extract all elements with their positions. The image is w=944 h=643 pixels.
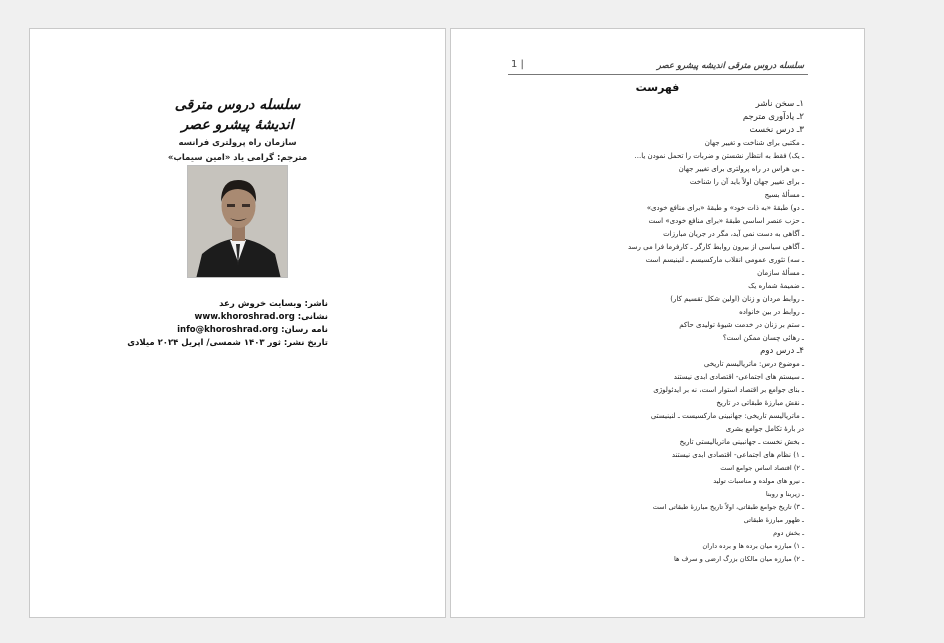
cover-page — [29, 28, 446, 618]
table-of-contents — [494, 98, 804, 566]
toc-item[interactable]: ۳ـ درس نخست — [749, 125, 804, 135]
publication-date: تاریخ نشر: ثور ۱۴۰۳ شمسی/ اپریل ۲۰۲۴ میلادی — [127, 338, 328, 348]
cover-translator: مترجم: گرامی یاد «امین سیماب» — [167, 153, 308, 163]
header-divider — [508, 74, 808, 75]
toc-item[interactable]: ـ زیربنا و روبنا — [765, 490, 804, 498]
toc-item[interactable]: ـ دو) طبقهٔ «به ذات خود» و طبقهٔ «برای منافع خودی» — [646, 204, 804, 212]
cover-organization: سازمان راه پرولتری فرانسه — [178, 138, 297, 148]
toc-item[interactable]: ـ مکتبی برای شناخت و تغییر جهان — [704, 139, 804, 147]
toc-item[interactable]: ـ مسألهٔ بسیج — [764, 191, 804, 199]
author-portrait — [187, 165, 288, 278]
toc-item[interactable]: ـ حزب عنصر اساسی طبقهٔ «برای منافع خودی» است — [648, 217, 804, 225]
cover-title-line1: سلسله دروس مترقی — [174, 97, 301, 113]
toc-item[interactable]: ـ موضوع درس: ماتریالیسم تاریخی — [703, 360, 804, 368]
running-header-title: سلسله دروس مترقی اندیشه پیشرو عصر — [656, 61, 804, 71]
toc-item[interactable]: ـ ماتریالیسم تاریخی: جهانبینی مارکسیست ـ لنینیستی — [650, 412, 804, 420]
toc-item[interactable]: ـ ۲) اقتصاد اساس جوامع است — [720, 464, 804, 472]
email-line — [177, 325, 328, 335]
toc-item[interactable]: ـ روابط مردان و زنان (اولین شکل تقسیم کار) — [670, 295, 804, 303]
email-link[interactable]: info@khoroshrad.org — [177, 325, 279, 335]
website-link[interactable]: www.khoroshrad.org — [194, 312, 295, 322]
toc-heading: فهرست — [635, 81, 680, 94]
page-number: 1 | — [511, 59, 524, 70]
toc-item[interactable]: ـ نیرو های مولده و مناسبات تولید — [713, 477, 804, 485]
toc-item[interactable]: ـ یک) فقط به انتظار نشستن و ضربات را تحمل نمودن یا... — [634, 152, 804, 160]
toc-item[interactable]: ـ بنای جوامع بر اقتصاد استوار است، نه بر ایدئولوژی — [653, 386, 804, 394]
toc-item[interactable]: ـ رهائی چسان ممکن است؟ — [722, 334, 804, 342]
publisher-line: ناشر: وبسایت خروش رعد — [219, 299, 328, 309]
toc-item[interactable]: در بارهٔ تکامل جوامع بشری — [725, 425, 804, 433]
address-line — [195, 312, 329, 322]
portrait-image — [188, 166, 288, 278]
toc-item[interactable]: ـ ۱) مبارزه میان برده ها و برده داران — [702, 542, 804, 550]
toc-item[interactable]: ـ ستم بر زنان در خدمت شیوهٔ تولیدی حاکم — [679, 321, 804, 329]
toc-item[interactable]: ۱ـ سخن ناشر — [755, 99, 804, 109]
toc-item[interactable]: ـ بخش نخست ـ جهانبینی ماتریالیستی تاریخ — [679, 438, 804, 446]
toc-item[interactable]: ۴ـ درس دوم — [760, 346, 804, 356]
address-label: نشانی: — [297, 312, 328, 322]
toc-item[interactable]: ۲ـ یادآوری مترجم — [742, 112, 804, 122]
toc-item[interactable]: ـ مسألهٔ سازمان — [757, 269, 804, 277]
toc-item[interactable]: ـ برای تغییر جهان اولاً باید آن را شناخت — [689, 178, 804, 186]
toc-item[interactable]: ـ نقش مبارزهٔ طبقاتی در تاریخ — [716, 399, 804, 407]
toc-item[interactable]: ـ ۳) تاریخ جوامع طبقاتی، اولاً تاریخ مبارزهٔ طبقاتی است — [652, 503, 804, 511]
toc-item[interactable]: ـ بی هراس در راه پرولتری برای تغییر جهان — [678, 165, 804, 173]
toc-item[interactable]: ـ سه) تئوری عمومی انقلاب مارکسیسم ـ لنینیسم است — [645, 256, 804, 264]
toc-item[interactable]: ـ ۱) نظام های اجتماعی- اقتصادی ابدی نیستند — [671, 451, 804, 459]
toc-item[interactable]: ـ ضمیمهٔ شماره یک — [748, 282, 804, 290]
toc-item[interactable]: ـ آگاهی سیاسی از بیرون روابط کارگر ـ کارفرما فرا می رسد — [627, 243, 804, 251]
toc-item[interactable]: ـ بخش دوم — [773, 529, 804, 537]
toc-item[interactable]: ـ ۲) مبارزه میان مالکان بزرگ ارضی و سرف ها — [673, 555, 804, 563]
toc-item[interactable]: ـ سیستم های اجتماعی- اقتصادی ابدی نیستند — [673, 373, 804, 381]
toc-item[interactable]: ـ روابط در بین خانواده — [739, 308, 804, 316]
cover-title-line2: اندیشهٔ پیشرو عصر — [181, 117, 294, 133]
contents-page — [450, 28, 865, 618]
toc-item[interactable]: ـ آگاهی به دست نمی آید، مگر در جریان مبارزات — [663, 230, 804, 238]
toc-item[interactable]: ـ ظهور مبارزهٔ طبقاتی — [743, 516, 804, 524]
email-label: نامه رسان: — [281, 325, 328, 335]
